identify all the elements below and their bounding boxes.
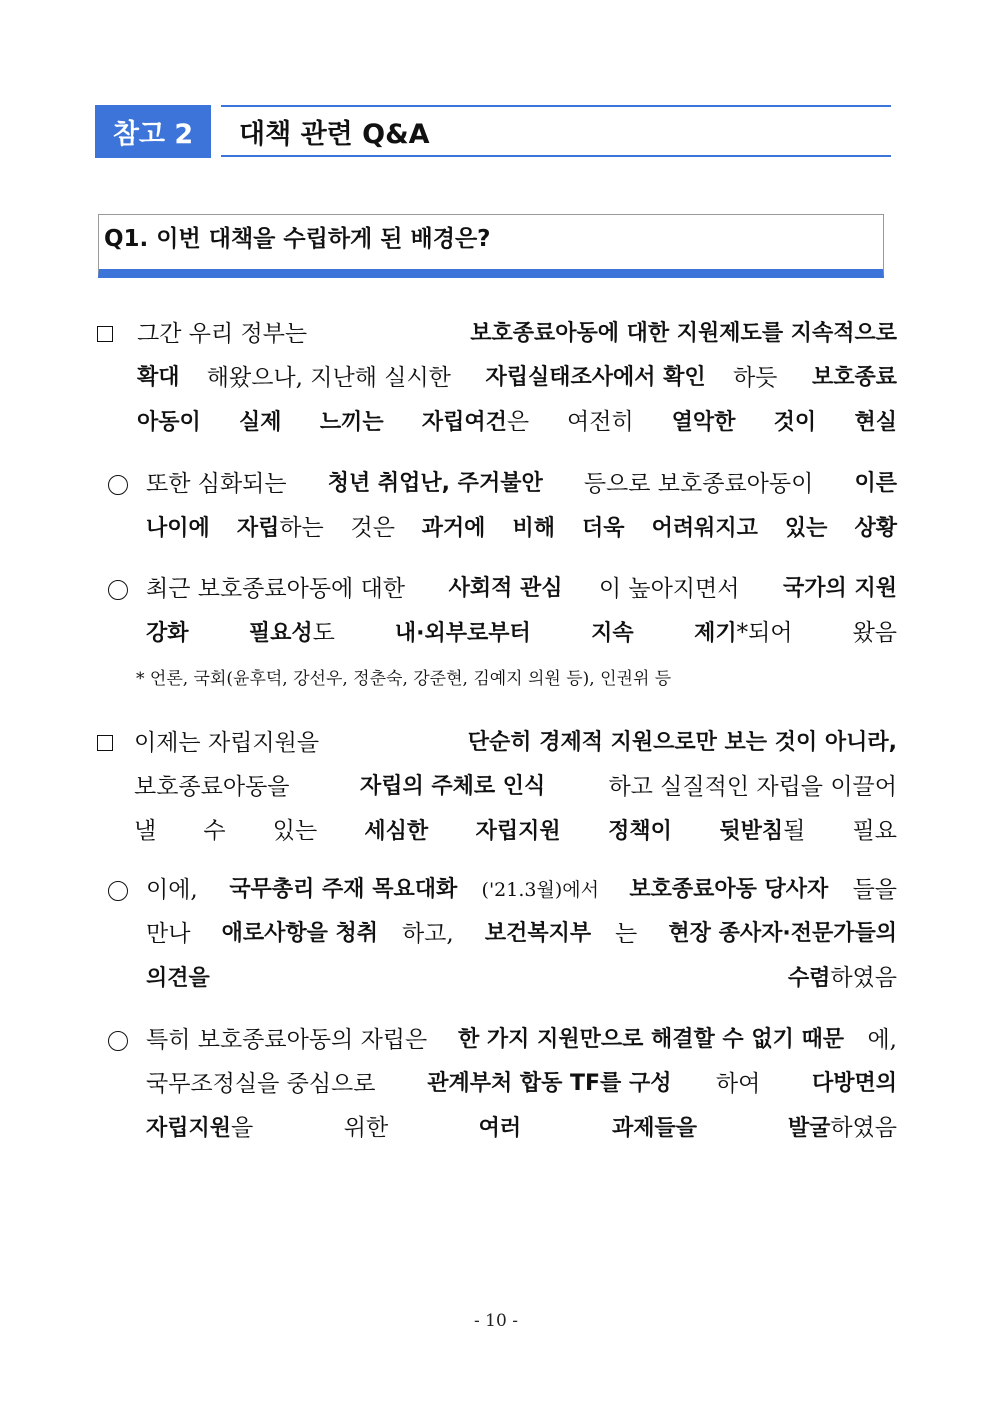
- s2-sub2-line-2: 국무조정실을 중심으로 관계부처 합동 TF를 구성 하여 다방면의: [146, 1071, 897, 1097]
- s2-sub1-line-3: 의견을 수렴하였음: [146, 965, 897, 991]
- circle-bullet-icon: [108, 1031, 128, 1051]
- s2-sub1-line-2: 만나 애로사항을 청취 하고, 보건복지부 는 현장 종사자·전문가들의: [146, 921, 897, 947]
- s2-main-line-2: 보호종료아동을 자립의 주체로 인식 하고 실질적인 자립을 이끌어: [134, 774, 897, 800]
- s1-sub1-line-2: 나이에 자립하는 것은 과거에 비해 더욱 어려워지고 있는 상황: [146, 515, 897, 541]
- paragraph-s1-main: [137, 312, 897, 445]
- square-bullet-icon: [97, 735, 113, 751]
- paragraph-s2-sub1: [146, 868, 897, 1001]
- circle-bullet-icon: [108, 580, 128, 600]
- reference-badge: 참고 2: [95, 105, 211, 158]
- s2-main-line-1: 이제는 자립지원을 단순히 경제적 지원으로만 보는 것이 아니라,: [134, 730, 897, 756]
- s2-sub2-line-1: 특히 보호종료아동의 자립은 한 가지 지원만으로 해결할 수 없기 때문 에,: [146, 1027, 897, 1053]
- square-bullet-icon: [97, 326, 113, 342]
- section-title: 대책 관련 Q&A: [221, 105, 891, 157]
- question-label: Q1. 이번 대책을 수립하게 된 배경은?: [104, 225, 491, 252]
- s1-sub2-line-1: 최근 보호종료아동에 대한 사회적 관심 이 높아지면서 국가의 지원: [146, 576, 897, 602]
- question-box: [98, 214, 884, 278]
- s1-main-line-2: 확대 해왔으나, 지난해 실시한 자립실태조사에서 확인 하듯 보호종료: [137, 365, 897, 391]
- circle-bullet-icon: [108, 475, 128, 495]
- paragraph-s2-sub2: [146, 1018, 897, 1151]
- paragraph-s1-sub1: [146, 462, 897, 551]
- s1-main-line-1: 그간 우리 정부는 보호종료아동에 대한 지원제도를 지속적으로: [137, 321, 897, 347]
- circle-bullet-icon: [108, 881, 128, 901]
- paragraph-s2-main: [134, 721, 897, 854]
- page-number: - 10 -: [474, 1311, 518, 1331]
- s2-sub1-line-1: 이에, 국무총리 주재 목요대화 ('21.3월)에서 보호종료아동 당사자 들을: [146, 877, 897, 903]
- footnote: * 언론, 국회(윤후덕, 강선우, 정춘숙, 강준현, 김예지 의원 등), 인권위 등: [136, 669, 672, 689]
- s1-sub2-line-2: 강화 필요성도 내·외부로부터 지속 제기*되어 왔음: [146, 620, 898, 646]
- paragraph-s1-sub2: [146, 567, 897, 656]
- s2-main-line-3: 낼 수 있는 세심한 자립지원 정책이 뒷받침될 필요: [134, 818, 897, 844]
- s2-sub2-line-3: 자립지원을 위한 여러 과제들을 발굴하였음: [146, 1115, 897, 1141]
- s1-main-line-3: 아동이 실제 느끼는 자립여건은 여전히 열악한 것이 현실: [137, 409, 897, 435]
- s1-sub1-line-1: 또한 심화되는 청년 취업난, 주거불안 등으로 보호종료아동이 이른: [146, 471, 897, 497]
